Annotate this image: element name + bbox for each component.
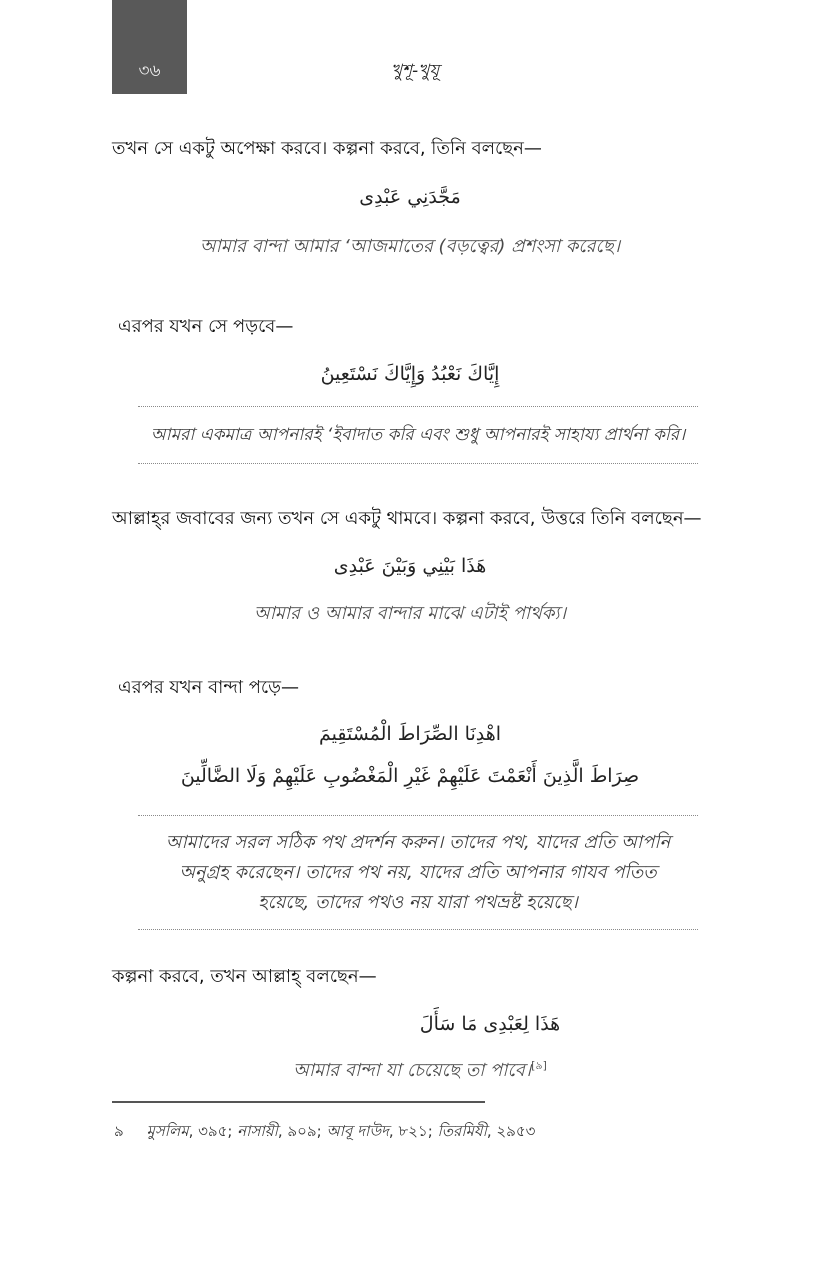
- page-number-box: [112, 0, 187, 94]
- verse-translation-block: [138, 828, 698, 918]
- source-ref: ৮২১: [398, 1122, 428, 1140]
- source-name: মুসলিম: [146, 1122, 189, 1140]
- arabic-verse: هَذَا بَيْنِي وَبَيْنَ عَبْدِى: [333, 555, 487, 577]
- footnote-number: ৯: [114, 1122, 124, 1140]
- dotted-divider: [138, 929, 698, 930]
- footnote-separator: [112, 1101, 485, 1103]
- translation-line: আমাদের সরল সঠিক পথ প্রদর্শন করুন। তাদের পথ, যাদের প্রতি আপনি: [165, 832, 671, 853]
- arabic-verse: مَجَّدَنِي عَبْدِى: [359, 186, 461, 208]
- source-name: তিরমিযী: [437, 1122, 487, 1140]
- dotted-divider: [138, 406, 698, 407]
- dotted-divider: [138, 815, 698, 816]
- running-head: খুশূ-খুযূ: [390, 61, 440, 81]
- verse-translation: আমার ও আমার বান্দার মাঝে এটাই পার্থক্য।: [253, 603, 567, 624]
- arabic-verse: اهْدِنَا الصِّرَاطَ الْمُسْتَقِيمَ: [318, 723, 502, 745]
- page-number: ৩৬: [138, 61, 161, 81]
- footnote-reference[interactable]: [৯]: [531, 1059, 547, 1072]
- translation-text: আমার বান্দা যা চেয়েছে তা পাবে।: [293, 1060, 532, 1081]
- footnote: ৯ মুসলিম, ৩৯৫; নাসায়ী, ৯০৯; আবূ দাউদ, ৮২১; তিরমিযী, ২৯৫৩: [114, 1122, 536, 1140]
- verse-translation: আমরা একমাত্র আপনারই ‘ইবাদাত করি এবং শুধু আপনারই সাহায্য প্রার্থনা করি।: [150, 425, 686, 445]
- dotted-divider: [138, 463, 698, 464]
- translation-line: হয়েছে, তাদের পথও নয় যারা পথভ্রষ্ট হয়েছে।: [258, 892, 578, 913]
- arabic-verse: صِرَاطَ الَّذِينَ أَنْعَمْتَ عَلَيْهِمْ غَيْرِ الْمَغْضُوبِ عَلَيْهِمْ وَلَا الضَّالِّينَ: [180, 765, 640, 787]
- translation-line: অনুগ্রহ করেছেন। তাদের পথ নয়, যাদের প্রতি আপনার গাযব পতিত: [179, 862, 657, 883]
- verse-translation: আমার বান্দা আমার ‘আজমাতের (বড়ত্বের) প্রশংসা করেছে।: [199, 236, 621, 257]
- lead-paragraph: এরপর যখন বান্দা পড়ে—: [118, 677, 300, 698]
- arabic-verse: هَذَا لِعَبْدِى مَا سَأَلَ: [419, 1013, 561, 1035]
- verse-translation: [270, 1056, 570, 1087]
- source-ref: ৩৯৫: [198, 1122, 228, 1140]
- lead-paragraph: তখন সে একটু অপেক্ষা করবে। কল্পনা করবে, তিনি বলছেন—: [112, 138, 542, 159]
- source-name: নাসায়ী: [237, 1122, 278, 1140]
- source-name: আবূ দাউদ: [326, 1122, 389, 1140]
- source-ref: ২৯৫৩: [496, 1122, 536, 1140]
- source-ref: ৯০৯: [287, 1122, 317, 1140]
- lead-paragraph: কল্পনা করবে, তখন আল্লাহ্ বলছেন—: [112, 966, 377, 987]
- lead-paragraph: এরপর যখন সে পড়বে—: [118, 316, 294, 337]
- arabic-verse: إِيَّاكَ نَعْبُدُ وَإِيَّاكَ نَسْتَعِينُ: [320, 363, 500, 385]
- lead-paragraph: আল্লাহ্‌র জবাবের জন্য তখন সে একটু থামবে। কল্পনা করবে, উত্তরে তিনি বলছেন—: [112, 508, 702, 529]
